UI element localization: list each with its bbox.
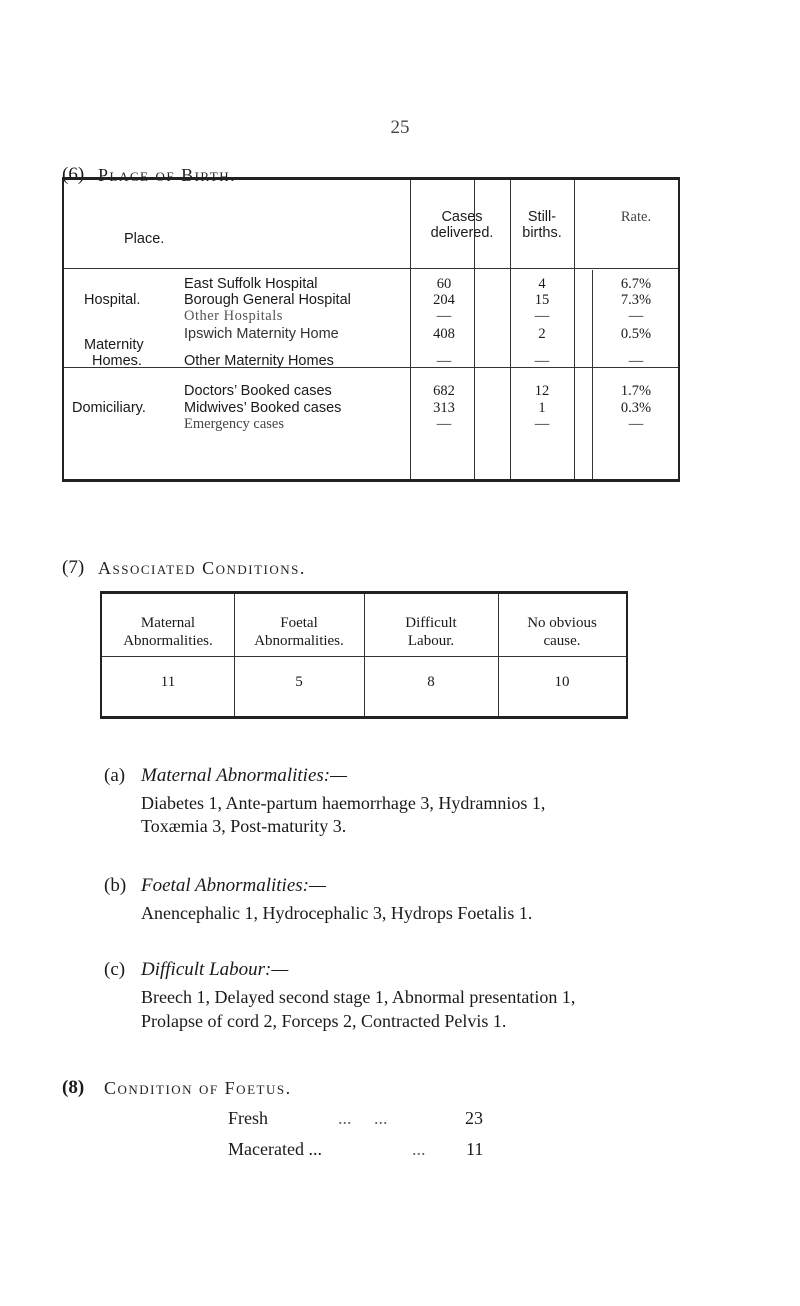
header-rate: Rate. [620, 209, 652, 225]
note-a-line2: Toxæmia 3, Post-maturity 3. [141, 816, 347, 836]
associated-conditions-table [100, 591, 628, 719]
header-maternal: Maternal Abnormalities. [123, 615, 213, 649]
stillbirths-cell: 15 [534, 292, 550, 308]
place-cell: Doctors’ Booked cases [184, 383, 332, 399]
stillbirths-cell: 1 [538, 400, 546, 416]
note-a-line1: Diabetes 1, Ante-partum haemorrhage 3, Hydramnios 1, [141, 793, 546, 813]
value-foetal: 5 [295, 674, 303, 690]
rate-cell: 1.7% [620, 383, 652, 399]
foetus-macerated-dots: ... [412, 1139, 426, 1159]
note-c-line1: Breech 1, Delayed second stage 1, Abnormal presentation 1, [141, 987, 576, 1007]
foetus-fresh-label: Fresh [228, 1108, 268, 1128]
header-cases: Cases delivered. [430, 209, 494, 241]
rate-cell: — [628, 353, 644, 369]
place-cell: Emergency cases [184, 416, 284, 432]
cases-cell: 60 [436, 276, 452, 292]
stillbirths-cell: — [534, 416, 550, 432]
group-domiciliary: Domiciliary. [72, 400, 146, 416]
stillbirths-cell: 12 [534, 383, 550, 399]
foetus-macerated-label: Macerated ... [228, 1139, 322, 1159]
note-a-title: Maternal Abnormalities:— [141, 765, 348, 786]
note-a-label: (a) [104, 765, 126, 786]
note-c-title: Difficult Labour:— [141, 959, 289, 980]
rate-cell: 0.5% [620, 326, 652, 342]
value-maternal: 11 [160, 674, 176, 690]
cases-cell: 408 [433, 326, 455, 342]
header-place: Place. [124, 231, 165, 247]
place-cell: East Suffolk Hospital [184, 276, 318, 292]
header-foetal: Foetal Abnormalities. [254, 615, 344, 649]
section-8-number: (8) [62, 1077, 85, 1098]
cases-cell: — [436, 353, 452, 369]
stillbirths-cell: — [534, 353, 550, 369]
cases-cell: 204 [433, 292, 455, 308]
place-cell: Borough General Hospital [184, 292, 351, 308]
foetus-macerated-value: 11 [466, 1139, 484, 1159]
value-no-cause: 10 [554, 674, 570, 690]
place-cell: Other Maternity Homes [184, 353, 334, 369]
section-8-title: Condition of Foetus. [104, 1078, 292, 1098]
note-c-line2: Prolapse of cord 2, Forceps 2, Contracted Pelvis 1. [141, 1011, 507, 1031]
section-7-number: (7) [62, 557, 85, 578]
note-c-label: (c) [104, 959, 126, 980]
cases-cell: — [436, 308, 452, 324]
header-difficult: Difficult Labour. [405, 615, 457, 649]
rate-cell: 7.3% [620, 292, 652, 308]
place-cell: Ipswich Maternity Home [184, 326, 339, 342]
page-number: 25 [390, 117, 410, 138]
section-6-number: (6) [62, 164, 85, 185]
place-of-birth-table [62, 177, 680, 482]
cases-cell: 313 [433, 400, 455, 416]
rate-cell: — [628, 416, 644, 432]
place-cell: Midwives’ Booked cases [184, 400, 342, 416]
note-b-line1: Anencephalic 1, Hydrocephalic 3, Hydrops Foetalis 1. [141, 903, 533, 923]
stillbirths-cell: 4 [538, 276, 546, 292]
group-maternity: Maternity [84, 337, 144, 353]
foetus-fresh-dots: ... ... [338, 1108, 388, 1128]
rate-cell: 6.7% [620, 276, 652, 292]
stillbirths-cell: — [534, 308, 550, 324]
value-difficult: 8 [427, 674, 435, 690]
foetus-fresh-value: 23 [465, 1108, 483, 1128]
section-6-title: Place of Birth. [98, 165, 237, 185]
rate-cell: 0.3% [620, 400, 652, 416]
note-b-title: Foetal Abnormalities:— [141, 875, 326, 896]
cases-cell: 682 [433, 383, 455, 399]
header-stillbirths: Still- births. [522, 209, 562, 241]
note-b-label: (b) [104, 875, 127, 896]
rate-cell: — [628, 308, 644, 324]
group-hospital: Hospital. [84, 292, 141, 308]
place-cell: Other Hospitals [184, 308, 283, 324]
stillbirths-cell: 2 [538, 326, 546, 342]
cases-cell: — [436, 416, 452, 432]
header-no-cause: No obvious cause. [527, 615, 597, 649]
group-homes: Homes. [92, 353, 142, 369]
section-7-title: Associated Conditions. [98, 558, 306, 578]
